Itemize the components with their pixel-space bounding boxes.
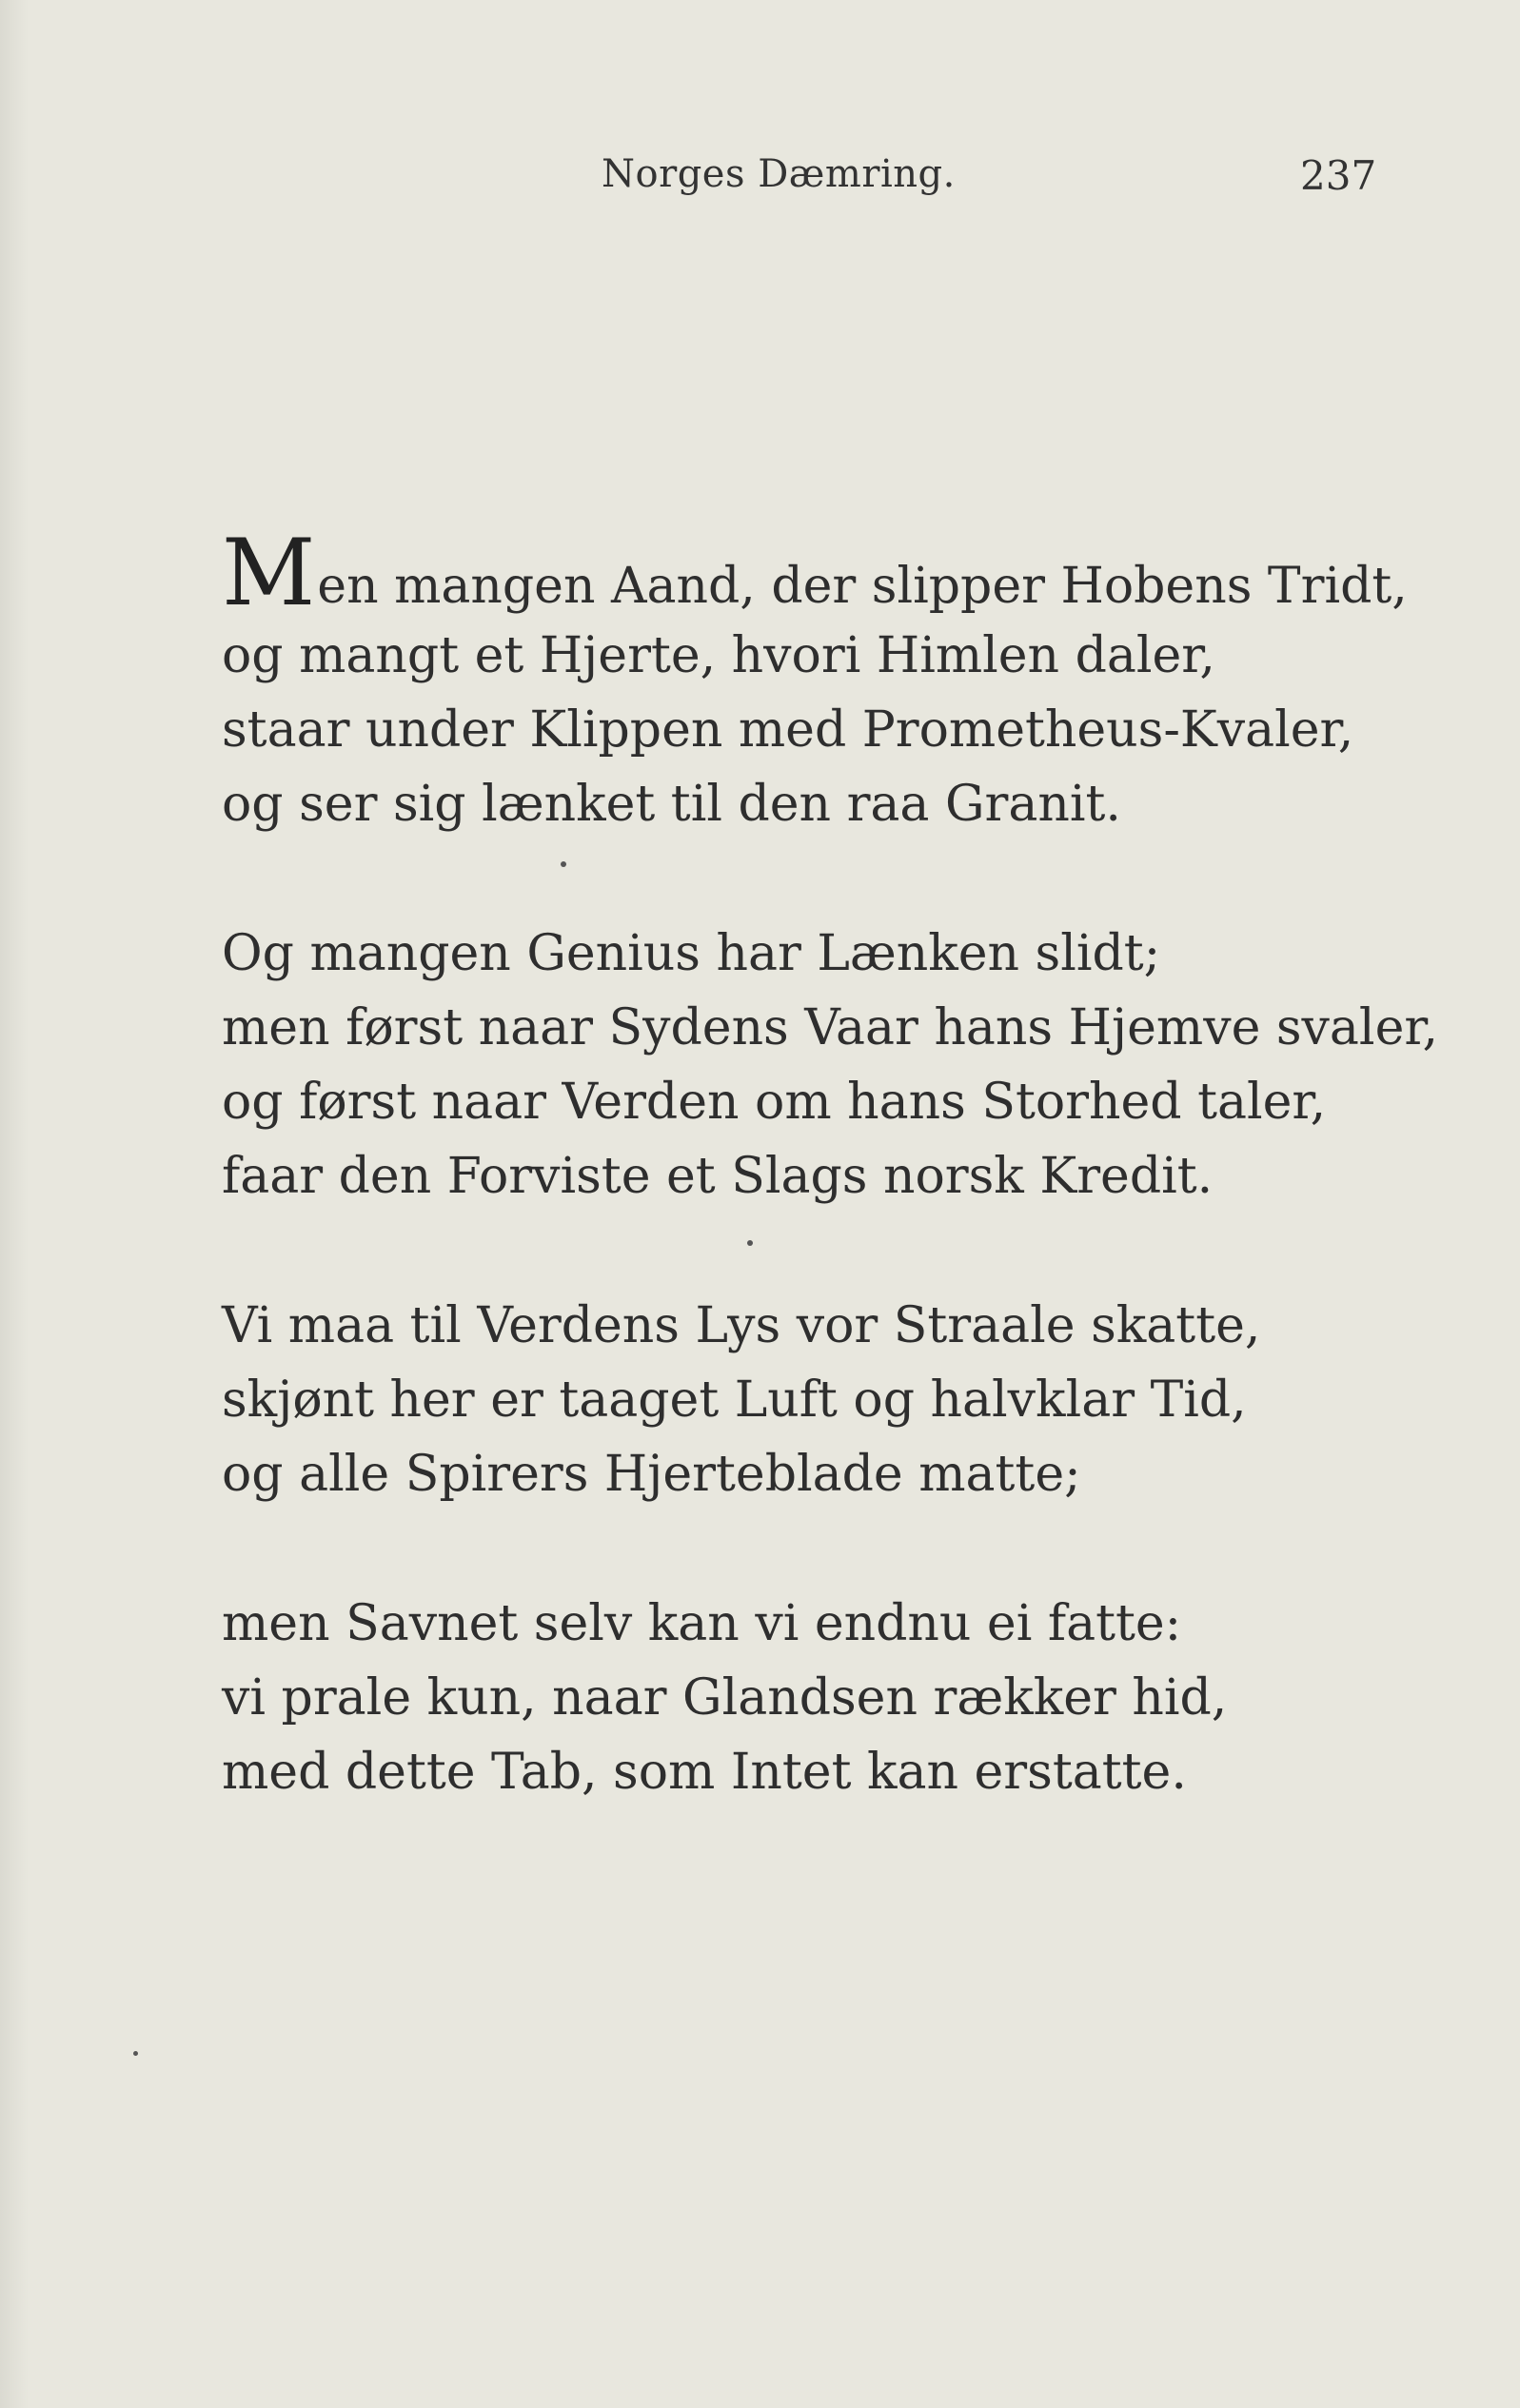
stanza-3 (222, 1289, 1459, 1511)
poem-line: vi prale kun, naar Glandsen rækker hid, (222, 1669, 1228, 1727)
poem-line: staar under Klippen med Prometheus-Kvaler, (222, 701, 1354, 759)
drop-cap: M (222, 520, 316, 626)
poem-line: skjønt her er taaget Luft og halvklar Tid, (222, 1372, 1247, 1429)
ink-speck (747, 1240, 753, 1246)
running-title: Norges Dæmring. (602, 152, 956, 196)
poem-line (222, 520, 1459, 626)
page-number: 237 (1300, 152, 1377, 199)
stanza-4 (222, 1587, 1459, 1809)
poem-line: men Savnet selv kan vi endnu ei fatte: (222, 1595, 1182, 1652)
poem-line: faar den Forviste et Slags norsk Kredit. (222, 1148, 1214, 1205)
poem (222, 520, 1459, 1885)
poem-line: og først naar Verden om hans Storhed taler, (222, 1074, 1327, 1131)
stanza-2 (222, 917, 1459, 1214)
ink-speck (561, 861, 566, 867)
running-head (0, 152, 1520, 209)
poem-line: med dette Tab, som Intet kan erstatte. (222, 1744, 1187, 1801)
poem-line: og mangt et Hjerte, hvori Himlen daler, (222, 627, 1215, 684)
poem-line: men først naar Sydens Vaar hans Hjemve svaler, (222, 999, 1439, 1056)
stanza-1 (222, 520, 1459, 841)
poem-line: og ser sig lænket til den raa Granit. (222, 776, 1121, 833)
poem-line: Og mangen Genius har Lænken slidt; (222, 925, 1161, 982)
poem-line-text: en mangen Aand, der slipper Hobens Tridt, (317, 558, 1408, 615)
poem-line: og alle Spirers Hjerteblade matte; (222, 1446, 1081, 1503)
poem-line: Vi maa til Verdens Lys vor Straale skatte, (222, 1297, 1261, 1354)
ink-speck (133, 2051, 138, 2056)
